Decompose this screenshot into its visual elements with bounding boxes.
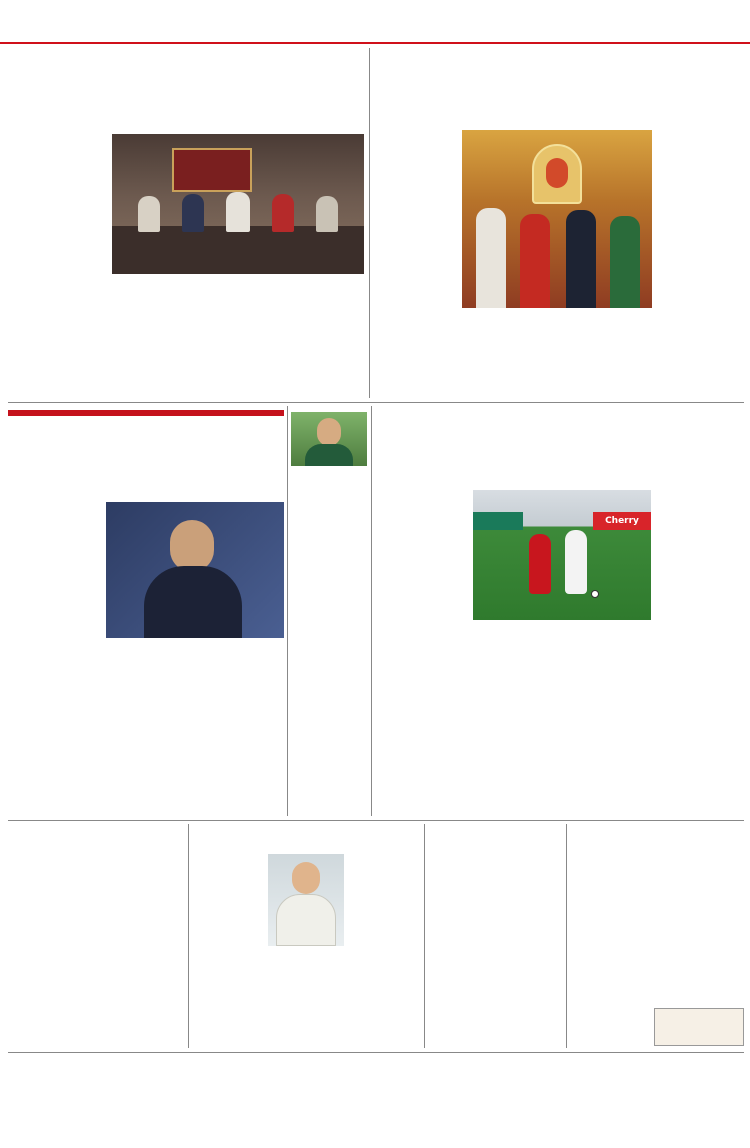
story-mohammedan [570,824,744,1048]
story3-body-col2 [106,656,192,816]
story9-body-col1 [570,872,654,1002]
masthead-rule [0,42,750,44]
jay-shah-suit [144,566,242,638]
story1-body-col3 [242,288,364,398]
story4-photo [291,412,367,466]
column-divider-low-2 [424,824,425,1048]
story5-photo [473,490,651,620]
story2-photo [462,130,652,308]
mclaren-jersey [305,444,353,466]
story1-body-col2 [112,288,234,398]
column-divider-top [369,48,370,398]
column-divider-mid-1 [287,406,288,816]
story-icc-chairman [8,406,284,816]
story1-photo [112,134,364,274]
story9-fixture-box [654,1008,744,1046]
story7-body-col3 [350,854,420,1048]
ad-board-cherry: Cherry [593,512,651,530]
player-red [529,534,551,594]
story3-body-col1 [8,502,100,816]
column-divider-mid-2 [371,406,372,816]
mclaren-face [317,418,341,446]
story9-body-col2 [660,872,744,1002]
person-2 [182,194,204,232]
story-protest [8,1054,744,1146]
story8-body-col2 [498,848,562,1048]
player-white [565,530,587,594]
person-3 [226,192,250,232]
story3-photo [106,502,284,638]
story4-body [291,522,367,816]
press-table [112,226,364,274]
story5-body-col3 [565,634,651,816]
starc-jersey [276,894,336,946]
devotee-4 [610,216,640,308]
story3-tag [8,410,284,416]
person-5 [316,196,338,232]
ball [591,590,599,598]
ad-board-tourism [473,512,523,530]
row-divider-1 [8,402,744,403]
story5-body-col1 [375,512,467,816]
row-divider-2 [8,820,744,821]
story-mohunbagan [291,406,367,816]
starc-face [292,862,320,894]
devotee-2 [520,214,550,308]
story2-body-col3 [462,322,554,398]
story-starc [192,824,420,1048]
row-divider-3 [8,1052,744,1053]
column-divider-low-1 [188,824,189,1048]
person-1 [138,196,160,232]
story-rohit [374,48,744,398]
story7-body-col1 [192,854,262,1048]
story7-body-col2 [268,960,344,1048]
devotee-3 [566,210,596,308]
story7-photo [268,854,344,946]
story-neuer [428,824,562,1048]
devotee-1 [476,208,506,308]
story3-body-col3 [198,656,284,816]
story-intercontinental [8,824,184,1048]
story2-body-col2 [658,130,744,398]
story6-body-col2 [100,872,184,1048]
press-board [172,148,252,192]
idol [546,158,568,188]
story-durand-kolkata [8,48,364,398]
story6-body-col1 [8,872,92,1048]
story-eastbengal [375,406,744,816]
story5-body-col2 [473,634,559,816]
story2-body-col1 [374,130,456,398]
story1-body-col1 [8,134,106,398]
person-4 [272,194,294,232]
jay-shah-face [170,520,214,572]
story5-body-col4 [657,490,744,816]
story2-body-col4 [560,322,652,398]
story8-body-col1 [428,848,492,1048]
column-divider-low-3 [566,824,567,1048]
masthead [0,0,750,44]
